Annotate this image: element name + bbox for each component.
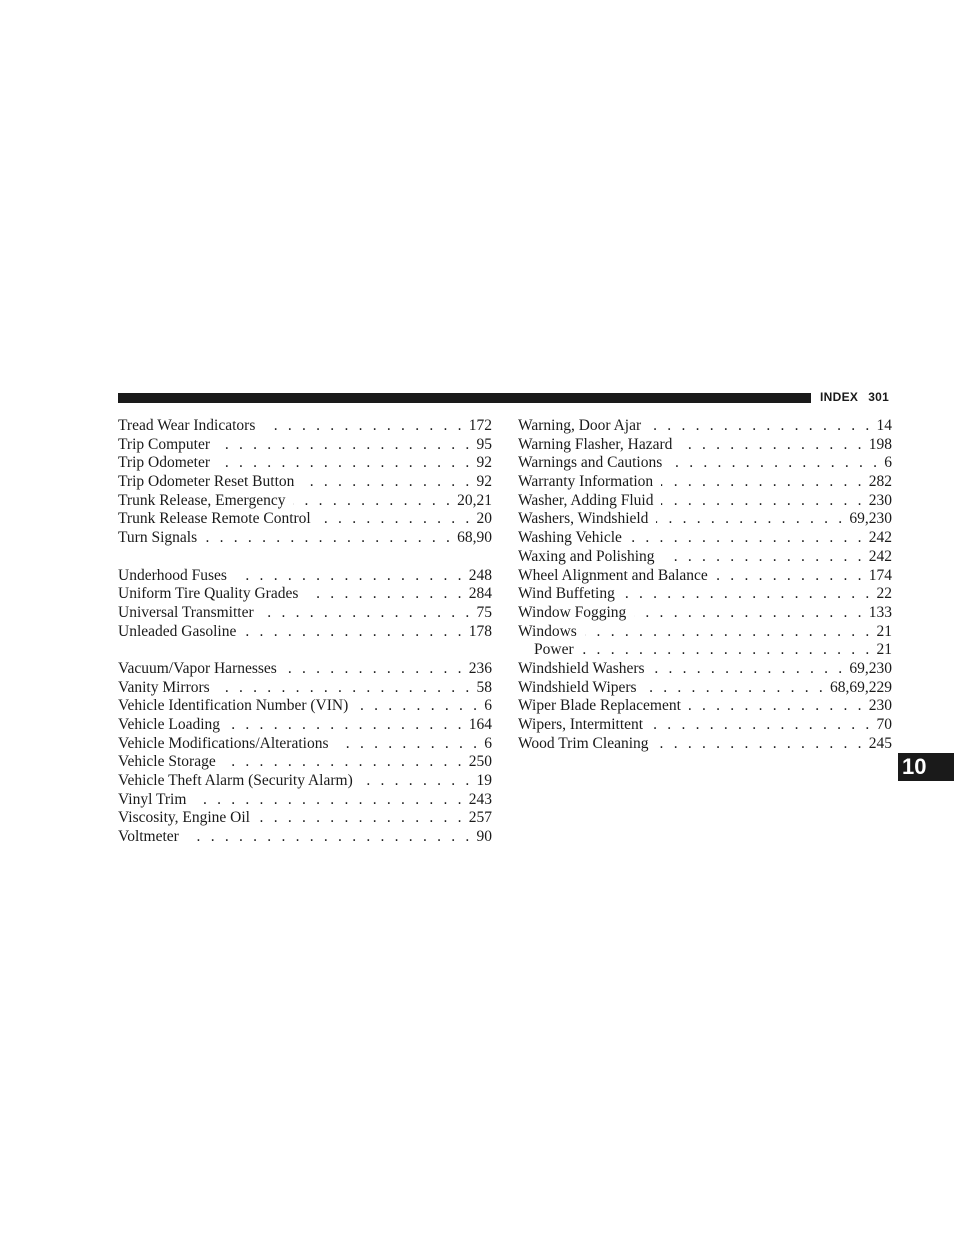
entry-term: Windshield Wipers (518, 678, 637, 696)
entry-term: Vehicle Theft Alarm (Security Alarm) (118, 772, 353, 790)
entry-page: 68,90 (457, 529, 492, 547)
dot-leader (645, 679, 826, 698)
entry-page: 6 (484, 734, 492, 752)
index-column-left (118, 417, 492, 847)
entry-page: 174 (868, 566, 892, 584)
group-spacer (118, 548, 492, 567)
entry-page: 21 (876, 622, 892, 640)
dot-leader (630, 529, 865, 548)
dot-leader (680, 436, 864, 455)
entry-page: 95 (476, 435, 492, 453)
index-entry (118, 716, 492, 735)
dot-leader (361, 772, 473, 791)
entry-term: Windshield Washers (518, 659, 645, 677)
dot-leader (218, 454, 473, 473)
dot-leader (656, 510, 845, 529)
entry-page: 92 (476, 454, 492, 472)
chapter-tab (898, 753, 954, 781)
entry-page: 6 (884, 454, 892, 472)
entry-page: 58 (476, 678, 492, 696)
entry-page: 68,69,229 (830, 678, 892, 696)
entry-page: 243 (468, 790, 492, 808)
entry-term: Uniform Tire Quality Grades (118, 585, 299, 603)
entry-term: Windows (518, 622, 577, 640)
index-entry (118, 753, 492, 772)
entry-term: Turn Signals (118, 529, 198, 547)
entry-page: 245 (868, 734, 892, 752)
dot-leader (356, 697, 480, 716)
entry-term: Warnings and Cautions (518, 454, 663, 472)
index-entry (518, 660, 892, 679)
entry-term: Power (534, 641, 574, 659)
entry-term: Warning Flasher, Hazard (518, 435, 673, 453)
index-entry (518, 510, 892, 529)
index-entry (518, 417, 892, 436)
index-entry (118, 417, 492, 436)
entry-page: 230 (868, 697, 892, 715)
entry-term: Wood Trim Cleaning (518, 734, 649, 752)
dot-leader (258, 809, 465, 828)
entry-page: 20 (476, 510, 492, 528)
dot-leader (218, 679, 473, 698)
entry-term: Vinyl Trim (118, 790, 187, 808)
entry-term: Warranty Information (518, 473, 654, 491)
dot-leader (244, 623, 464, 642)
entry-page: 282 (868, 473, 892, 491)
entry-term: Window Fogging (518, 603, 627, 621)
dot-leader (302, 473, 472, 492)
index-entry (118, 529, 492, 548)
index-entry (518, 716, 892, 735)
entry-page: 230 (868, 491, 892, 509)
entry-term: Wiper Blade Replacement (518, 697, 681, 715)
index-entry (118, 809, 492, 828)
index-entry (518, 492, 892, 511)
dot-leader (235, 567, 465, 586)
entry-page: 242 (868, 547, 892, 565)
group-spacer (118, 641, 492, 660)
entry-term: Warning, Door Ajar (518, 417, 642, 434)
entry-page: 248 (468, 566, 492, 584)
entry-term: Vacuum/Vapor Harnesses (118, 659, 277, 677)
entry-term: Unleaded Gasoline (118, 622, 237, 640)
entry-page: 70 (876, 716, 892, 733)
dot-leader (205, 529, 453, 548)
entry-term: Washer, Adding Fluid (518, 491, 654, 509)
dot-leader (337, 735, 481, 754)
entry-term: Trip Odometer Reset Button (118, 473, 295, 491)
dot-leader (224, 753, 465, 772)
dot-leader (285, 660, 465, 679)
dot-leader (623, 585, 873, 604)
index-entry (118, 660, 492, 679)
entry-page: 21 (876, 641, 892, 659)
dot-leader (582, 641, 873, 660)
dot-leader (228, 716, 465, 735)
entry-page: 20,21 (457, 491, 492, 509)
index-entry (118, 772, 492, 791)
entry-page: 69,230 (849, 659, 892, 677)
entry-page: 69,230 (849, 510, 892, 528)
index-entry (118, 623, 492, 642)
header-rule (118, 393, 811, 403)
entry-page: 236 (468, 659, 492, 677)
dot-leader (293, 492, 453, 511)
dot-leader (585, 623, 873, 642)
index-entry (518, 604, 892, 623)
page-number: 301 (868, 390, 890, 404)
dot-leader (657, 735, 865, 754)
entry-page: 22 (876, 585, 892, 603)
entry-term: Trip Computer (118, 435, 211, 453)
dot-leader (649, 417, 872, 436)
index-entry (518, 735, 892, 754)
index-entry (518, 454, 892, 473)
entry-term: Viscosity, Engine Oil (118, 809, 250, 827)
entry-page: 257 (468, 809, 492, 827)
index-entry (518, 473, 892, 492)
entry-page: 90 (476, 828, 492, 846)
entry-page: 92 (476, 473, 492, 491)
running-header (820, 390, 889, 404)
entry-term: Wheel Alignment and Balance (518, 566, 708, 584)
index-entry (118, 679, 492, 698)
dot-leader (187, 828, 473, 847)
entry-term: Wipers, Intermittent (518, 716, 644, 733)
index-entry (118, 791, 492, 810)
entry-term: Waxing and Polishing (518, 547, 655, 565)
dot-leader (670, 454, 880, 473)
index-subentry (518, 641, 892, 660)
index-entry (118, 697, 492, 716)
entry-page: 242 (868, 529, 892, 547)
index-entry (518, 436, 892, 455)
dot-leader (262, 604, 473, 623)
entry-term: Washing Vehicle (518, 529, 622, 547)
entry-term: Trunk Release, Emergency (118, 491, 286, 509)
entry-page: 250 (468, 753, 492, 771)
entry-term: Vehicle Loading (118, 716, 221, 733)
dot-leader (218, 436, 472, 455)
index-entry (118, 828, 492, 847)
dot-leader (306, 585, 464, 604)
entry-term: Wind Buffeting (518, 585, 615, 603)
dot-leader (194, 791, 464, 810)
entry-page: 14 (876, 417, 892, 434)
index-entry (118, 510, 492, 529)
entry-page: 178 (468, 622, 492, 640)
index-entry (118, 436, 492, 455)
entry-page: 6 (484, 697, 492, 715)
dot-leader (663, 548, 865, 567)
entry-term: Voltmeter (118, 828, 179, 846)
chapter-tab-number: 10 (902, 754, 927, 779)
entry-page: 75 (476, 603, 492, 621)
index-entry (118, 735, 492, 754)
index-entry (518, 697, 892, 716)
dot-leader (634, 604, 864, 623)
entry-term: Vanity Mirrors (118, 678, 210, 696)
entry-page: 164 (468, 716, 492, 733)
dot-leader (653, 660, 846, 679)
dot-leader (661, 492, 864, 511)
entry-page: 172 (468, 417, 492, 434)
entry-term: Washers, Windshield (518, 510, 649, 528)
entry-page: 133 (868, 603, 892, 621)
entry-page: 284 (468, 585, 492, 603)
dot-leader (319, 510, 473, 529)
index-entry (118, 454, 492, 473)
entry-term: Underhood Fuses (118, 566, 227, 584)
section-title: INDEX (820, 390, 859, 404)
dot-leader (716, 567, 865, 586)
entry-term: Vehicle Identification Number (VIN) (118, 697, 349, 715)
entry-term: Vehicle Modifications/Alterations (118, 734, 329, 752)
entry-term: Trip Odometer (118, 454, 210, 472)
index-entry (118, 604, 492, 623)
index-entry (518, 623, 892, 642)
dot-leader (661, 473, 865, 492)
index-entry (518, 585, 892, 604)
index-entry (118, 492, 492, 511)
entry-term: Universal Transmitter (118, 603, 254, 621)
dot-leader (651, 716, 872, 735)
index-column-right (518, 417, 892, 753)
entry-page: 19 (476, 772, 492, 790)
index-entry (118, 473, 492, 492)
entry-page: 198 (868, 435, 892, 453)
entry-term: Tread Wear Indicators (118, 417, 256, 434)
index-entry (118, 585, 492, 604)
index-entry (518, 679, 892, 698)
index-entry (518, 548, 892, 567)
index-entry (518, 567, 892, 586)
index-entry (118, 567, 492, 586)
dot-leader (689, 697, 865, 716)
index-entry (518, 529, 892, 548)
entry-term: Trunk Release Remote Control (118, 510, 311, 528)
entry-term: Vehicle Storage (118, 753, 216, 771)
dot-leader (263, 417, 464, 436)
